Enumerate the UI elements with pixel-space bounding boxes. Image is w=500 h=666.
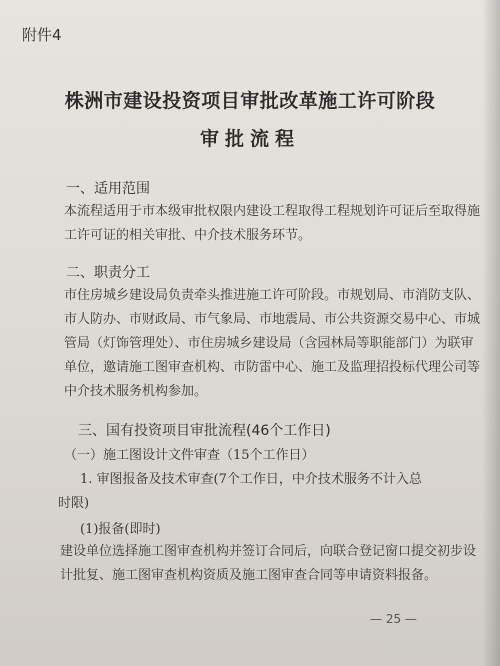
- section1-text: 本流程适用于市本级审批权限内建设工程取得工程规划许可证后至取得施工许可证的相关审批、中介技术服务环节。: [64, 204, 481, 243]
- subsection-heading: （一）施工图设计文件审查（15个工作日）: [64, 448, 315, 463]
- document-title-line2: 审批流程: [199, 128, 300, 150]
- sub-item-heading: (1)报备(即时): [80, 522, 161, 537]
- page-number: — 25 —: [370, 612, 417, 626]
- item1-line1: 1. 审图报备及技术审查(7个工作日，中介技术服务不计入总: [80, 472, 422, 487]
- section1-heading: 一、适用范围: [66, 181, 150, 197]
- section2-text: 市住房城乡建设局负责牵头推进施工许可阶段。市规划局、市消防支队、市人防办、市财政局、市气象局、市地震局、市公共资源交易中心、市城管局（灯饰管理处）、市住房城乡建设局（含园林局等职能部门）为联审单位，邀请施工图审查机构、市防雷中心、施工及监理招投标代理公司等中介技术服务机构参加。: [64, 288, 481, 399]
- section2-heading: 二、职责分工: [66, 265, 150, 281]
- section3-heading: 三、国有投资项目审批流程(46个工作日): [78, 423, 331, 439]
- section3-text: 建设单位选择施工图审查机构并签订合同后，向联合登记窗口提交初步设计批复、施工图审查机构资质及施工图审查合同等申请资料报备。: [60, 544, 477, 583]
- document-title: 株洲市建设投资项目审批改革施工许可阶段: [64, 90, 436, 112]
- item1-line2: 时限): [58, 496, 90, 511]
- attachment-label: 附件4: [22, 26, 62, 44]
